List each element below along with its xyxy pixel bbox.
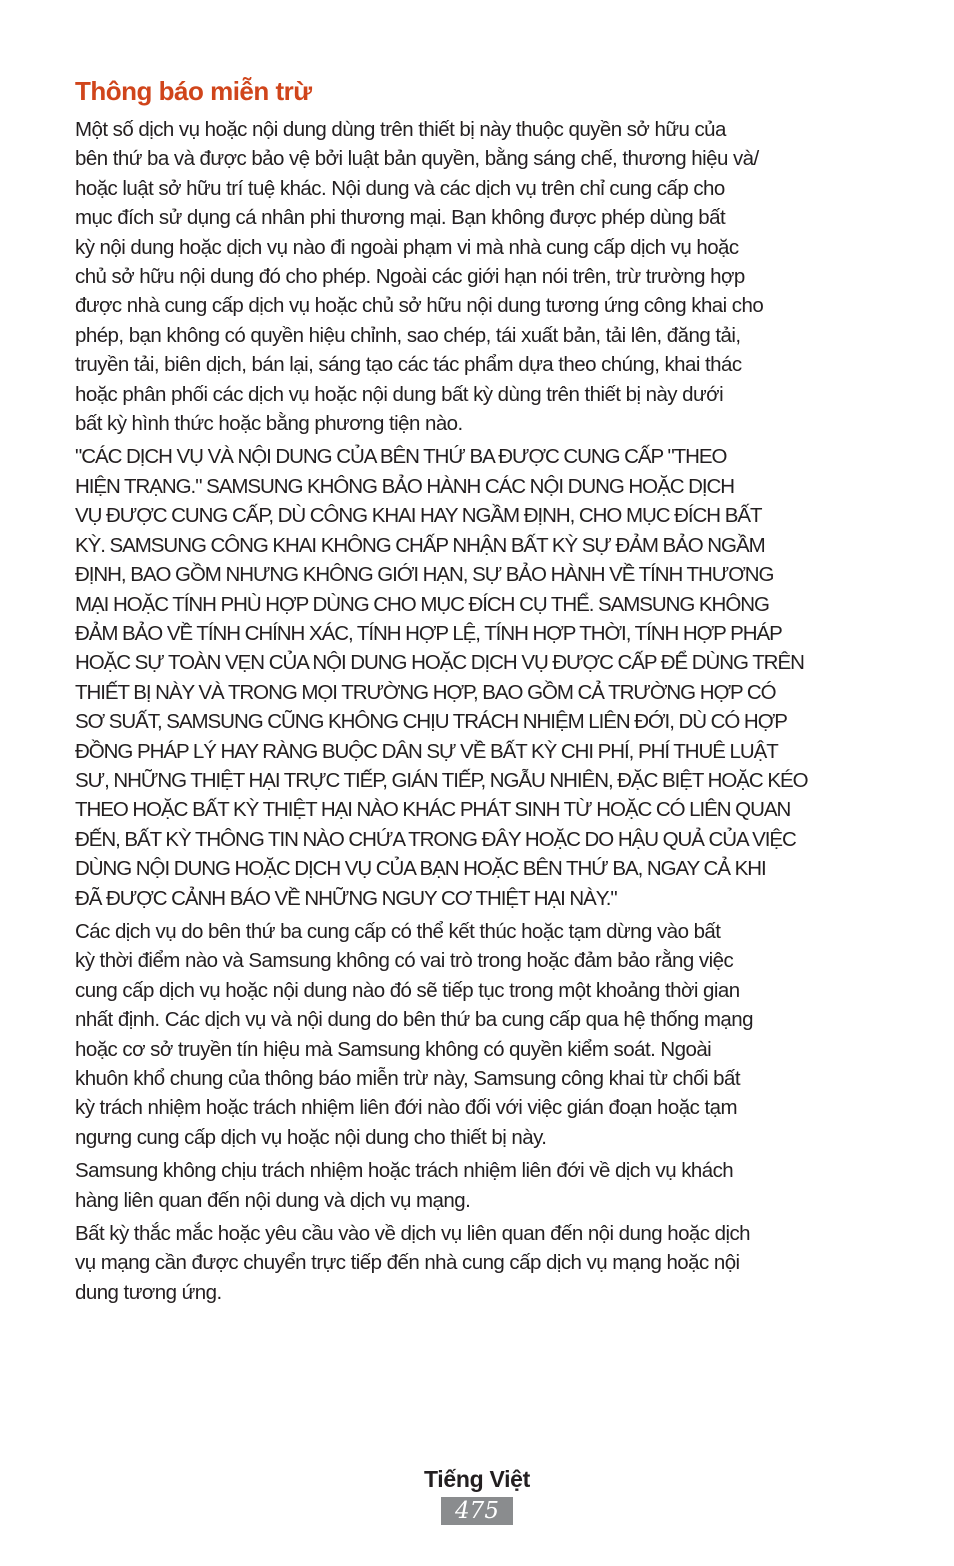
page-content <box>75 73 883 1311</box>
disclaimer-paragraph-3: Các dịch vụ do bên thứ ba cung cấp có thể kết thúc hoặc tạm dừng vào bất kỳ thời điểm nào và Samsung không có vai trò trong hoặc đảm bảo rằng việc cung cấp dịch vụ hoặc nội dung nào đó sẽ tiếp tục trong một khoảng thời gian nhất định. Các dịch vụ và nội dung do bên thứ ba cung cấp qua hệ thống mạng hoặc cơ sở truyền tín hiệu mà Samsung không có quyền kiểm soát. Ngoài khuôn khổ chung của thông báo miễn trừ này, Samsung công khai từ chối bất kỳ trách nhiệm hoặc trách nhiệm liên đới nào đối với việc gián đoạn hoặc tạm ngưng cung cấp dịch vụ hoặc nội dung cho thiết bị này. <box>75 919 753 1149</box>
footer-language-label: Tiếng Việt <box>423 1466 531 1492</box>
section-title: Thông báo miễn trừ <box>75 76 312 106</box>
disclaimer-paragraph-2: "CÁC DỊCH VỤ VÀ NỘI DUNG CỦA BÊN THỨ BA ĐƯỢC CUNG CẤP "THEO HIỆN TRẠNG." SAMSUNG KHÔNG BẢO HÀNH CÁC NỘI DUNG HOẶC DỊCH VỤ ĐƯỢC CUNG CẤP, DÙ CÔNG KHAI HAY NGẦM ĐỊNH, CHO MỤC ĐÍCH BẤT KỲ. SAMSUNG CÔNG KHAI KHÔNG CHẤP NHẬN BẤT KỲ SỰ ĐẢM BẢO NGẦM ĐỊNH, BAO GỒM NHƯNG KHÔNG GIỚI HẠN, SỰ BẢO HÀNH VỀ TÍNH THƯƠNG MẠI HOẶC TÍNH PHÙ HỢP DÙNG CHO MỤC ĐÍCH CỤ THỂ. SAMSUNG KHÔNG ĐẢM BẢO VỀ TÍNH CHÍNH XÁC, TÍNH HỢP LỆ, TÍNH HỢP THỜI, TÍNH HỢP PHÁP HOẶC SỰ TOÀN VẸN CỦA NỘI DUNG HOẶC DỊCH VỤ ĐƯỢC CẤP ĐỂ DÙNG TRÊN THIẾT BỊ NÀY VÀ TRONG MỌI TRƯỜNG HỢP, BAO GỒM CẢ TRƯỜNG HỢP CÓ SƠ SUẤT, SAMSUNG CŨNG KHÔNG CHỊU TRÁCH NHIỆM LIÊN ĐỚI, DÙ CÓ HỢP ĐỒNG PHÁP LÝ HAY RÀNG BUỘC DÂN SỰ VỀ BẤT KỲ CHI PHÍ, PHÍ THUÊ LUẬT SƯ, NHỮNG THIỆT HẠI TRỰC TIẾP, GIÁN TIẾP, NGẪU NHIÊN, ĐẶC BIỆT HOẶC KÉO THEO HOẶC BẤT KỲ THIỆT HẠI NÀO KHÁC PHÁT SINH TỪ HOẶC CÓ LIÊN QUAN ĐẾN, BẤT KỲ THÔNG TIN NÀO CHỨA TRONG ĐÂY HOẶC DO HẬU QUẢ CỦA VIỆC DÙNG NỘI DUNG HOẶC DỊCH VỤ CỦA BẠN HOẶC BÊN THỨ BA, NGAY CẢ KHI ĐÃ ĐƯỢC CẢNH BÁO VỀ NHỮNG NGUY CƠ THIỆT HẠI NÀY." <box>75 445 808 910</box>
page-footer <box>0 1463 954 1525</box>
disclaimer-paragraph-5: Bất kỳ thắc mắc hoặc yêu cầu vào về dịch vụ liên quan đến nội dung hoặc dịch vụ mạng cần được chuyển trực tiếp đến nhà cung cấp dịch vụ mạng hoặc nội dung tương ứng. <box>75 1222 751 1304</box>
page-number: 475 <box>441 1497 513 1525</box>
disclaimer-paragraph-1: Một số dịch vụ hoặc nội dung dùng trên thiết bị này thuộc quyền sở hữu của bên thứ ba và được bảo vệ bởi luật bản quyền, bằng sáng chế, thương hiệu và/ hoặc luật sở hữu trí tuệ khác. Nội dung và các dịch vụ trên chỉ cung cấp cho mục đích sử dụng cá nhân phi thương mại. Bạn không được phép dùng bất kỳ nội dung hoặc dịch vụ nào đi ngoài phạm vi mà nhà cung cấp dịch vụ hoặc chủ sở hữu nội dung đó cho phép. Ngoài các giới hạn nói trên, trừ trường hợp được nhà cung cấp dịch vụ hoặc chủ sở hữu nội dung tương ứng công khai cho phép, bạn không có quyền hiệu chỉnh, sao chép, tái xuất bản, tải lên, đăng tải, truyền tải, biên dịch, bán lại, sáng tạo các tác phẩm dựa theo chúng, khai thác hoặc phân phối các dịch vụ hoặc nội dung bất kỳ dùng trên thiết bị này dưới bất kỳ hình thức hoặc bằng phương tiện nào. <box>75 118 764 436</box>
disclaimer-paragraph-4: Samsung không chịu trách nhiệm hoặc trách nhiệm liên đới về dịch vụ khách hàng liên quan đến nội dung và dịch vụ mạng. <box>75 1159 734 1212</box>
